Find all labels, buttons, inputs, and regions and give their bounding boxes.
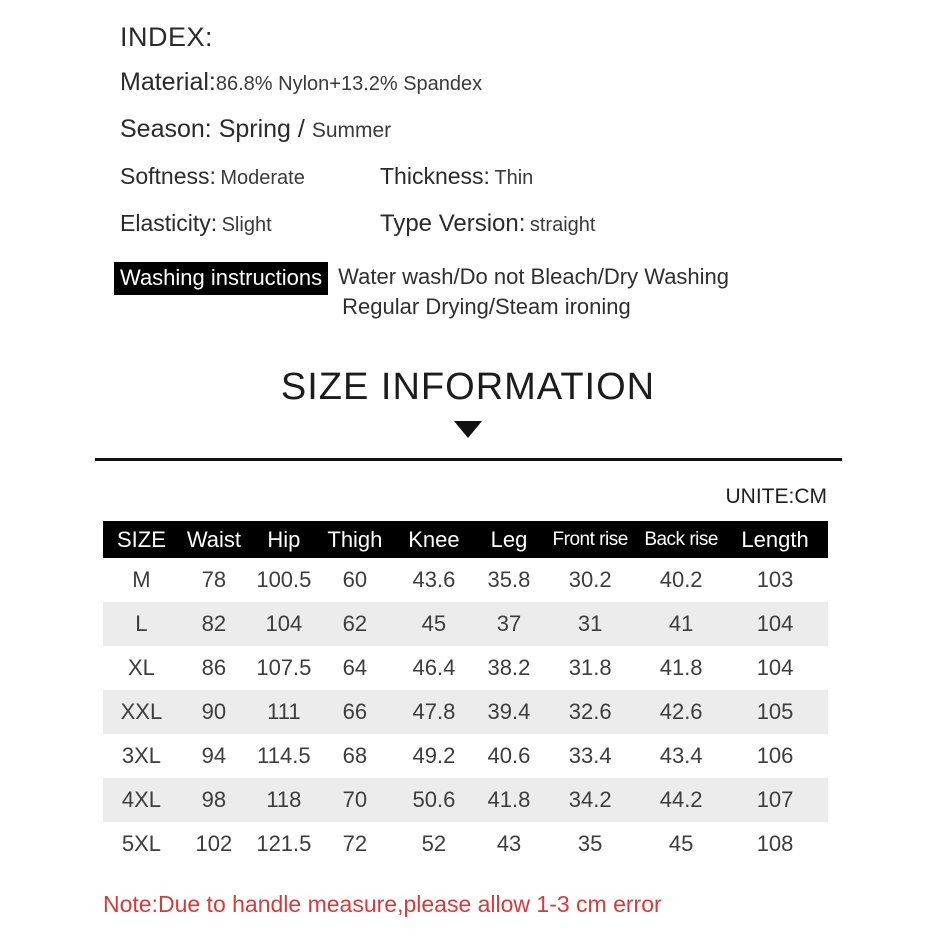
size-table-header-row bbox=[103, 521, 828, 558]
column-header: Front rise bbox=[540, 521, 640, 558]
size-cell: M bbox=[132, 567, 151, 592]
measurement-cell: 31 bbox=[577, 611, 603, 636]
measurement-cell: 72 bbox=[342, 831, 368, 856]
size-cell: L bbox=[135, 611, 148, 636]
washing-line-1: Water wash/Do not Bleach/Dry Washing bbox=[338, 264, 730, 289]
measurement-cell: 90 bbox=[201, 699, 227, 724]
washing-instructions-text bbox=[338, 262, 729, 322]
measurement-cell: 39.4 bbox=[487, 699, 531, 724]
column-header: SIZE bbox=[103, 521, 180, 558]
table-row bbox=[103, 734, 828, 778]
material-line bbox=[120, 67, 842, 101]
measurement-cell: 107.5 bbox=[256, 655, 312, 680]
size-information-title: SIZE INFORMATION bbox=[280, 366, 656, 408]
measurement-cell: 94 bbox=[201, 743, 227, 768]
measurement-cell: 102 bbox=[195, 831, 233, 856]
measurement-cell: 45 bbox=[421, 611, 447, 636]
measurement-cell: 41.8 bbox=[659, 655, 703, 680]
thickness-label: Thickness: bbox=[380, 163, 490, 189]
season-label: Season: bbox=[120, 115, 212, 143]
size-table-body bbox=[103, 558, 828, 866]
index-heading: INDEX: bbox=[120, 22, 214, 52]
measurement-cell: 105 bbox=[756, 699, 794, 724]
measurement-cell: 41.8 bbox=[487, 787, 531, 812]
measurement-cell: 104 bbox=[756, 655, 794, 680]
measurement-cell: 35.8 bbox=[487, 567, 531, 592]
table-row bbox=[103, 822, 828, 866]
size-cell: 3XL bbox=[121, 743, 161, 768]
measurement-cell: 40.2 bbox=[659, 567, 703, 592]
measurement-cell: 31.8 bbox=[568, 655, 612, 680]
season-value-primary: Spring / bbox=[211, 115, 312, 143]
measurement-cell: 86 bbox=[201, 655, 227, 680]
measurement-cell: 50.6 bbox=[412, 787, 456, 812]
measurement-cell: 111 bbox=[267, 699, 301, 724]
measurement-cell: 43 bbox=[496, 831, 522, 856]
softness-thickness-line bbox=[120, 161, 842, 195]
thickness-value: Thin bbox=[494, 167, 534, 189]
measurement-cell: 78 bbox=[201, 567, 227, 592]
measurement-cell: 121.5 bbox=[256, 831, 312, 856]
measurement-cell: 30.2 bbox=[568, 567, 612, 592]
section-divider bbox=[95, 458, 842, 461]
measurement-cell: 37 bbox=[496, 611, 522, 636]
measurement-cell: 106 bbox=[756, 743, 794, 768]
measurement-cell: 45 bbox=[668, 831, 694, 856]
measurement-cell: 47.8 bbox=[412, 699, 456, 724]
measurement-cell: 41 bbox=[668, 611, 694, 636]
measurement-cell: 64 bbox=[342, 655, 368, 680]
column-header: Length bbox=[722, 521, 828, 558]
table-row bbox=[103, 558, 828, 602]
column-header: Waist bbox=[180, 521, 248, 558]
measurement-cell: 43.4 bbox=[659, 743, 703, 768]
table-row bbox=[103, 690, 828, 734]
table-row bbox=[103, 646, 828, 690]
size-cell: XXL bbox=[120, 699, 163, 724]
type-version-item bbox=[380, 208, 595, 242]
measurement-cell: 100.5 bbox=[256, 567, 312, 592]
measurement-cell: 103 bbox=[756, 567, 794, 592]
season-value-secondary: Summer bbox=[311, 119, 392, 142]
elasticity-type-line bbox=[120, 208, 842, 242]
table-row bbox=[103, 602, 828, 646]
type-version-label: Type Version: bbox=[380, 210, 526, 237]
measurement-cell: 107 bbox=[756, 787, 794, 812]
size-cell: 5XL bbox=[121, 831, 161, 856]
measurement-cell: 49.2 bbox=[412, 743, 456, 768]
elasticity-value: Slight bbox=[221, 214, 272, 236]
measurement-note: Note:Due to handle measure,please allow 1-3 cm error bbox=[103, 891, 662, 917]
size-table bbox=[103, 521, 828, 866]
measurement-cell: 40.6 bbox=[487, 743, 531, 768]
column-header: Thigh bbox=[320, 521, 390, 558]
size-cell: XL bbox=[127, 655, 155, 680]
washing-instructions-line bbox=[114, 262, 842, 322]
washing-line-2: Regular Drying/Steam ironing bbox=[342, 294, 631, 319]
measurement-cell: 33.4 bbox=[568, 743, 612, 768]
unit-label: UNITE:CM bbox=[725, 485, 827, 508]
washing-instructions-badge: Washing instructions bbox=[114, 262, 328, 295]
measurement-cell: 82 bbox=[201, 611, 227, 636]
measurement-cell: 98 bbox=[201, 787, 227, 812]
material-label: Material: bbox=[120, 68, 216, 96]
material-value: 86.8% Nylon+13.2% Spandex bbox=[215, 73, 483, 95]
measurement-cell: 66 bbox=[342, 699, 368, 724]
size-cell: 4XL bbox=[121, 787, 161, 812]
measurement-cell: 70 bbox=[342, 787, 368, 812]
measurement-cell: 34.2 bbox=[568, 787, 612, 812]
measurement-cell: 44.2 bbox=[659, 787, 703, 812]
measurement-cell: 114.5 bbox=[257, 743, 311, 768]
measurement-cell: 42.6 bbox=[659, 699, 703, 724]
type-version-value: straight bbox=[529, 214, 596, 236]
measurement-cell: 68 bbox=[342, 743, 368, 768]
column-header: Hip bbox=[248, 521, 320, 558]
table-row bbox=[103, 778, 828, 822]
measurement-cell: 62 bbox=[342, 611, 368, 636]
elasticity-label: Elasticity: bbox=[120, 210, 218, 236]
measurement-cell: 52 bbox=[421, 831, 447, 856]
column-header: Knee bbox=[390, 521, 478, 558]
measurement-cell: 104 bbox=[265, 611, 303, 636]
measurement-cell: 60 bbox=[342, 567, 368, 592]
softness-item bbox=[120, 161, 380, 195]
measurement-cell: 38.2 bbox=[487, 655, 531, 680]
measurement-cell: 46.4 bbox=[412, 655, 456, 680]
specs-section bbox=[0, 0, 936, 322]
season-line bbox=[120, 114, 842, 148]
elasticity-item bbox=[120, 208, 380, 242]
measurement-cell: 108 bbox=[756, 831, 794, 856]
measurement-cell: 43.6 bbox=[412, 567, 456, 592]
measurement-cell: 104 bbox=[756, 611, 794, 636]
column-header: Back rise bbox=[640, 521, 722, 558]
softness-label: Softness: bbox=[120, 163, 216, 189]
down-arrow-icon bbox=[454, 421, 482, 438]
measurement-cell: 32.6 bbox=[568, 699, 612, 724]
thickness-item bbox=[380, 161, 533, 195]
measurement-cell: 118 bbox=[266, 787, 302, 812]
column-header: Leg bbox=[478, 521, 540, 558]
measurement-cell: 35 bbox=[577, 831, 603, 856]
softness-value: Moderate bbox=[220, 167, 305, 189]
